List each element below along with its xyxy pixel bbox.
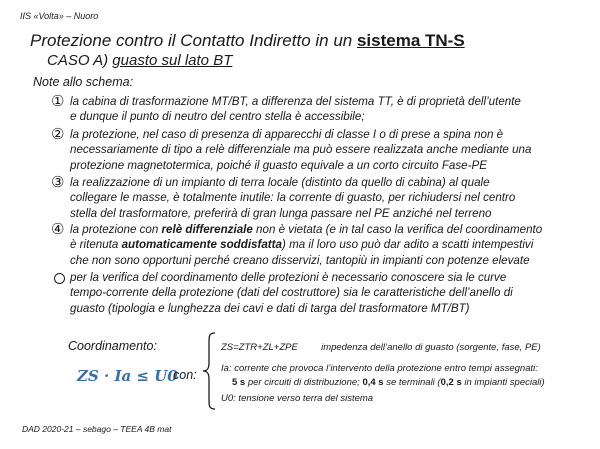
footer: DAD 2020-21 – sebago – TEEA 4B mat (22, 424, 172, 434)
zs-definition (221, 342, 541, 353)
coordination-formula (77, 367, 178, 385)
note-line: la cabina di trasformazione MT/BT, a differenza del sistema TT, è di proprietà dell’utente (70, 95, 521, 108)
zs-formula: ZS=ZTR+ZL+ZPE (221, 342, 298, 353)
ia-description: : corrente che provoca l’intervento della protezione entro tempi assegnati: (228, 363, 538, 374)
note-line: per la verifica del coordinamento delle protezioni è necessario conoscere sia le curve (70, 271, 507, 284)
u0-description: : tensione verso terra del sistema (233, 393, 374, 404)
u0-symbol: U0 (221, 393, 234, 404)
notes-title: Note allo schema: (33, 75, 134, 89)
ia-definition (221, 363, 538, 374)
note-line: guasto (tipologia e lunghezza dei cavi e dati di targa del trasformatore MT/BT) (70, 301, 470, 315)
title-system: sistema TN-S (356, 31, 465, 50)
note-2-number: ② (51, 126, 65, 143)
note-1-number: ① (51, 93, 65, 110)
slide-subtitle (47, 52, 232, 69)
note-line (70, 237, 590, 252)
note-1 (70, 94, 590, 125)
title-prefix: Protezione contro il Contatto Indiretto in un (30, 31, 357, 50)
formula-text: ZS · Ia ≤ U0 (77, 367, 178, 385)
note-bold-text: automaticamente soddisfatta (121, 238, 282, 252)
coordination-label: Coordinamento: (68, 339, 157, 353)
ia-time-distribution: 5 s (232, 377, 246, 388)
note-text: non è vietata (e in tal caso la verifica del coordinamento (252, 223, 543, 236)
zs-description: impedenza dell’anello di guasto (sorgente, fase, PE) (321, 342, 541, 353)
note-5 (70, 270, 590, 316)
case-prefix: CASO A) (47, 52, 113, 69)
note-2 (70, 127, 590, 173)
note-4 (70, 222, 590, 268)
note-line: stella del trasformatore, preferirà di gran lunga passare nel PE anziché nel terreno (70, 206, 492, 220)
u0-definition (221, 393, 373, 404)
note-line: protezione magnetotermica, poiché il guasto equivale a un corto circuito Fase-PE (70, 158, 487, 172)
note-3-number: ③ (51, 174, 65, 191)
note-line: collegare le masse, è totalmente inutile: la corrente di guasto, per richiudersi nel centro (70, 191, 516, 205)
slide-title (30, 31, 465, 51)
curly-brace-icon (201, 331, 217, 411)
ia-times (232, 377, 545, 388)
note-4-number: ④ (51, 221, 65, 238)
note-line: e dunque il punto di neutro del centro stella è accessibile; (70, 110, 365, 124)
note-line: la protezione, nel caso di presenza di apparecchi di classe I o di prese a spina non è (70, 128, 504, 141)
note-text: è ritenuta (70, 238, 122, 252)
note-line: la realizzazione di un impianto di terra locale (distinto da quello di cabina) al quale (70, 176, 490, 189)
con-label: con: (173, 368, 197, 382)
note-line: tempo-corrente della protezione (dati del costruttore) sia le caratteristiche dell’anello di (70, 286, 513, 300)
ia-time-special: 0,2 s (440, 377, 462, 388)
header-school: IIS «Volta» – Nuoro (20, 11, 99, 21)
note-text: ) ma il loro uso può dar adito a scatti intempestivi (281, 238, 534, 252)
note-line: che non sono opportuni perché creano disservizi, tantopiù in impianti con potenze elevate (70, 253, 530, 267)
empty-circle-bullet-icon (54, 273, 65, 284)
ia-symbol: Ia (221, 363, 229, 374)
ia-time-text: in impianti speciali) (461, 377, 545, 388)
note-bold-text: relè differenziale (161, 223, 253, 236)
case-text: guasto sul lato BT (112, 52, 233, 69)
ia-time-terminal: 0,4 s (362, 377, 384, 388)
note-line (70, 222, 590, 237)
note-3 (70, 175, 590, 221)
ia-time-text: per circuiti di distribuzione; (245, 377, 363, 388)
note-text: la protezione con (70, 223, 162, 236)
note-line: necessariamente di tipo a relè differenziale ma può essere realizzata anche mediante una (70, 143, 532, 157)
ia-time-text: se terminali ( (383, 377, 441, 388)
